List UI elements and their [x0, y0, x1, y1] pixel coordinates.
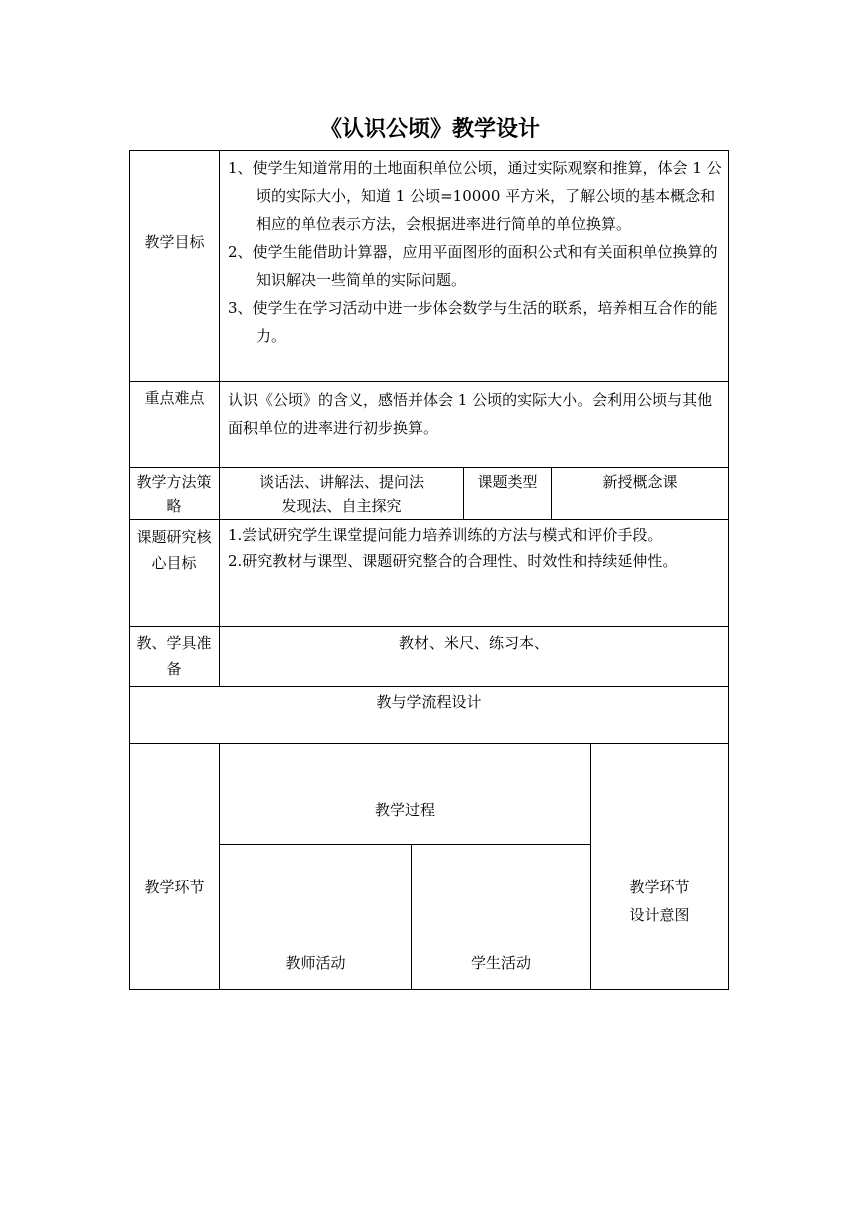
- goal-item: 1、使学生知道常用的土地面积单位公顷，通过实际观察和推算，体会 1 公顷的实际大小，知道 1 公顷=10000 平方米，了解公顷的基本概念和相应的单位表示方法，会根据进率进行简单的单位换算。: [228, 159, 722, 233]
- tools-label: 教、学具准备: [136, 634, 212, 678]
- row-divider: [129, 686, 729, 687]
- design-intent-line: 设计意图: [629, 906, 690, 924]
- research-content: [228, 522, 722, 574]
- research-label: 课题研究核心目标: [136, 528, 212, 572]
- research-item: 2.研究教材与课型、课题研究整合的合理性、时效性和持续延伸性。: [228, 552, 678, 570]
- research-item: 1.尝试研究学生课堂提问能力培养训练的方法与模式和评价手段。: [228, 526, 663, 544]
- method-text-line: 发现法、自主探究: [281, 497, 402, 515]
- goals-content: [228, 154, 722, 350]
- document-title: 《认识公顷》教学设计: [319, 117, 540, 142]
- label-column-divider: [219, 150, 220, 686]
- student-activity-label: 学生活动: [470, 954, 531, 972]
- table-border-right: [728, 150, 729, 990]
- method-label: 教学方法策略: [136, 473, 212, 515]
- lesson-type-value: 新授概念课: [602, 473, 678, 491]
- goal-item: 2、使学生能借助计算器，应用平面图形的面积公式和有关面积单位换算的知识解决一些简单的实际问题。: [228, 243, 718, 289]
- teaching-stage-label: 教学环节: [144, 878, 205, 896]
- method-text: [220, 470, 463, 518]
- goals-label: 教学目标: [144, 233, 205, 251]
- table-border-left: [129, 150, 130, 990]
- flow-header: 教与学流程设计: [376, 693, 482, 711]
- design-intent-label: [591, 873, 728, 929]
- key-points-text: 认识《公顷》的含义，感悟并体会 1 公顷的实际大小。会利用公顷与其他面积单位的进率进行初步换算。: [228, 391, 713, 437]
- key-points-label: 重点难点: [144, 389, 205, 407]
- teacher-activity-label: 教师活动: [285, 954, 346, 972]
- lesson-type-label: 课题类型: [477, 473, 538, 491]
- method-text-line: 谈话法、讲解法、提问法: [258, 473, 424, 491]
- flow-column-divider: [590, 743, 591, 989]
- teaching-process-label: 教学过程: [374, 801, 435, 819]
- process-divider: [219, 844, 591, 845]
- goal-item: 3、使学生在学习活动中进一步体会数学与生活的联系，培养相互合作的能力。: [228, 299, 718, 345]
- design-intent-line: 教学环节: [629, 878, 690, 896]
- table-border-bottom: [129, 989, 729, 990]
- tools-text: 教材、米尺、练习本、: [398, 634, 549, 652]
